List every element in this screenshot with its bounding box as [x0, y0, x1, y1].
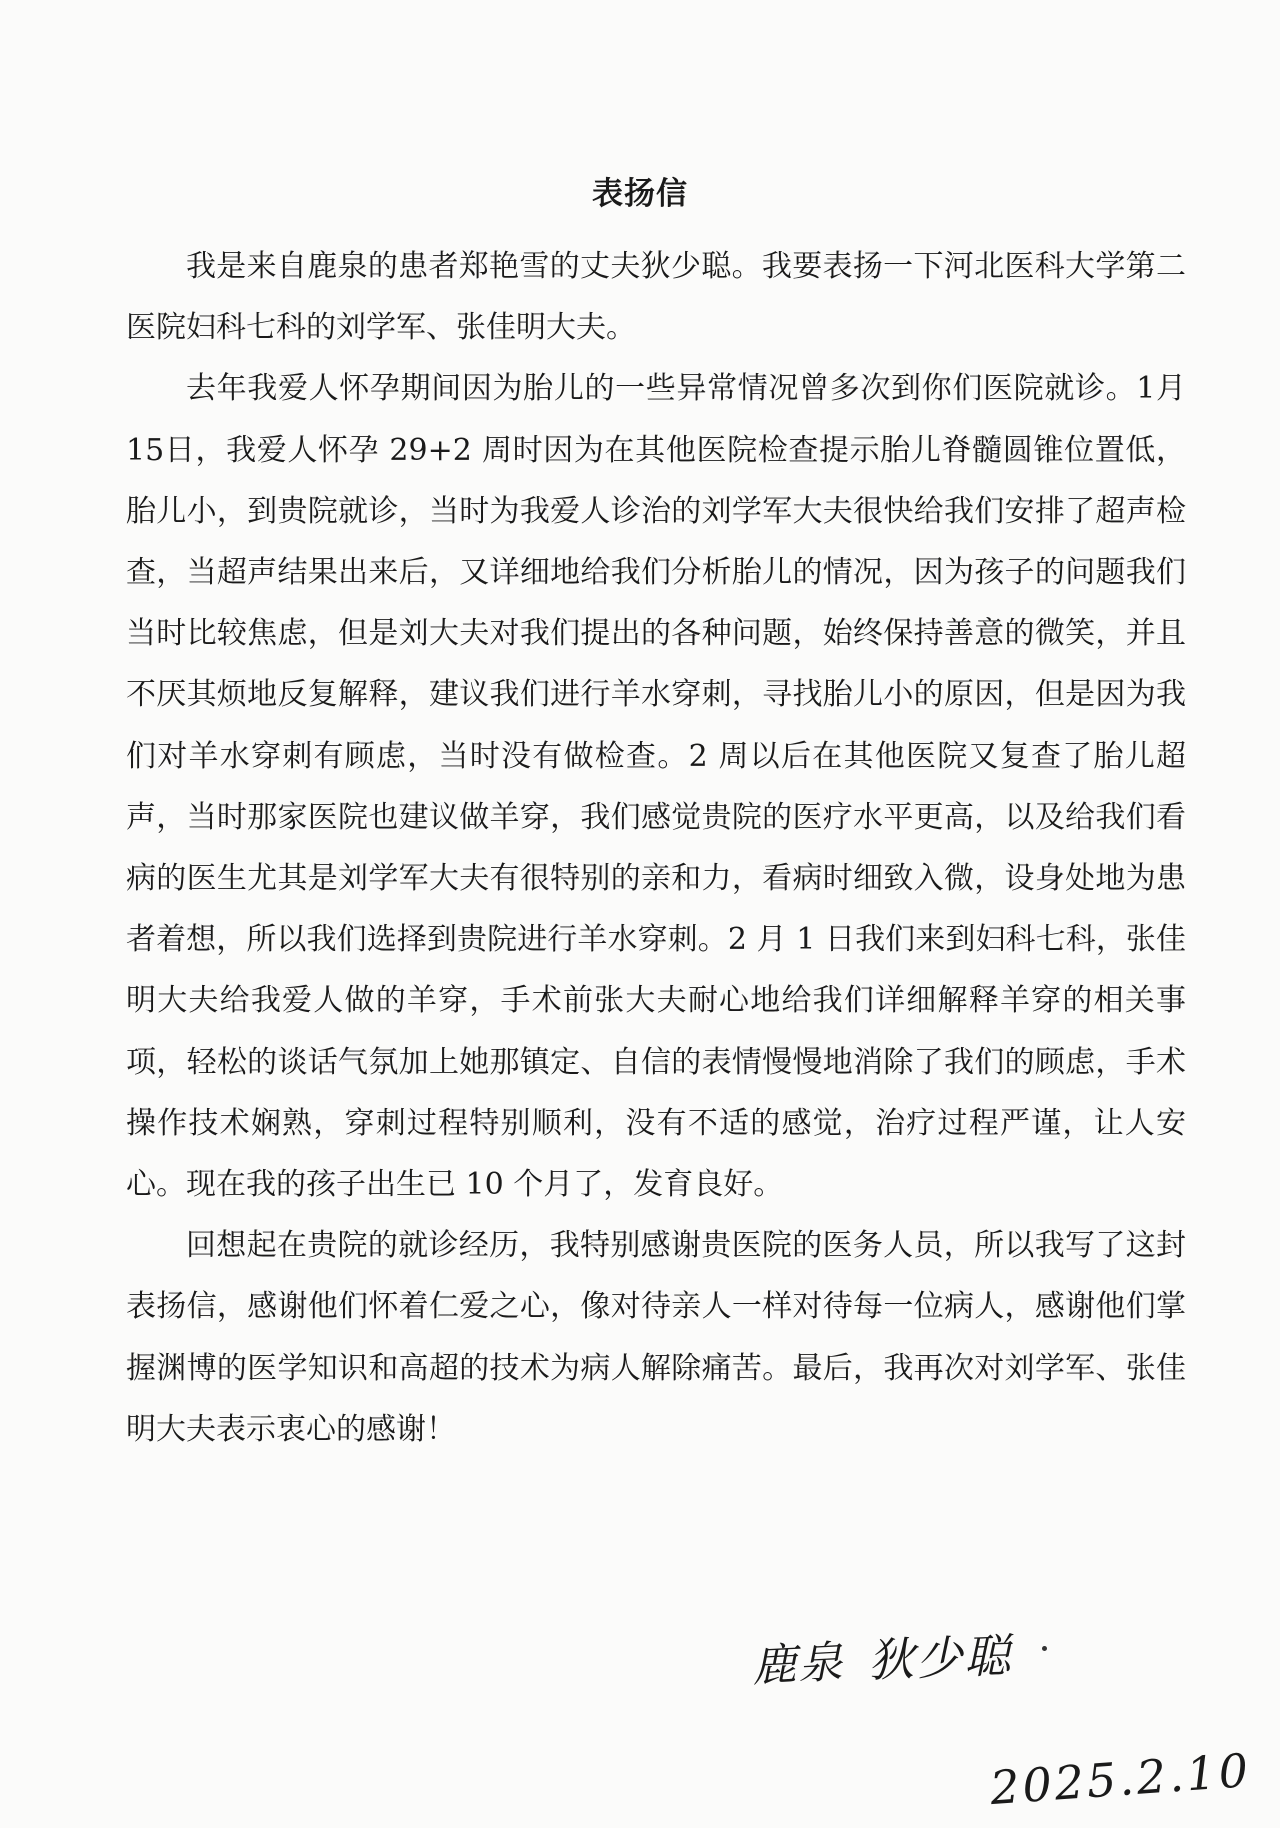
signature-place: 鹿泉 — [750, 1636, 846, 1693]
letter-body — [126, 236, 1186, 1460]
paragraph-2: 去年我爱人怀孕期间因为胎儿的一些异常情况曾多次到你们医院就诊。1月15日，我爱人怀孕 29+2 周时因为在其他医院检查提示胎儿脊髓圆锥位置低，胎儿小，到贵院就诊，当时为我爱人诊治的刘学军大夫很快给我们安排了超声检查，当超声结果出来后，又详细地给我们分析胎儿的情况，因为孩子的问题我们当时比较焦虑，但是刘大夫对我们提出的各种问题，始终保持善意的微笑，并且不厌其烦地反复解释，建议我们进行羊水穿刺，寻找胎儿小的原因，但是因为我们对羊水穿刺有顾虑，当时没有做检查。2 周以后在其他医院又复查了胎儿超声，当时那家医院也建议做羊穿，我们感觉贵院的医疗水平更高，以及给我们看病的医生尤其是刘学军大夫有很特别的亲和力，看病时细致入微，设身处地为患者着想，所以我们选择到贵院进行羊水穿刺。2 月 1 日我们来到妇科七科，张佳明大夫给我爱人做的羊穿，手术前张大夫耐心地给我们详细解释羊穿的相关事项，轻松的谈话气氛加上她那镇定、自信的表情慢慢地消除了我们的顾虑，手术操作技术娴熟，穿刺过程特别顺利，没有不适的感觉，治疗过程严谨，让人安心。现在我的孩子出生已 10 个月了，发育良好。 — [126, 371, 1186, 1203]
paragraph-1: 我是来自鹿泉的患者郑艳雪的丈夫狄少聪。我要表扬一下河北医科大学第二医院妇科七科的刘学军、张佳明大夫。 — [126, 249, 1186, 346]
signature-date: 2025.2.10 — [988, 1742, 1253, 1816]
letter-title: 表扬信 — [592, 176, 688, 212]
paragraph-3: 回想起在贵院的就诊经历，我特别感谢贵医院的医务人员，所以我写了这封表扬信，感谢他们怀着仁爱之心，像对待亲人一样对待每一位病人，感谢他们掌握渊博的医学知识和高超的技术为病人解除痛苦。最后，我再次对刘学军、张佳明大夫表示衷心的感谢！ — [126, 1228, 1186, 1447]
ink-dot — [1042, 1646, 1047, 1651]
signature-name: 狄少聪 — [867, 1628, 1014, 1688]
